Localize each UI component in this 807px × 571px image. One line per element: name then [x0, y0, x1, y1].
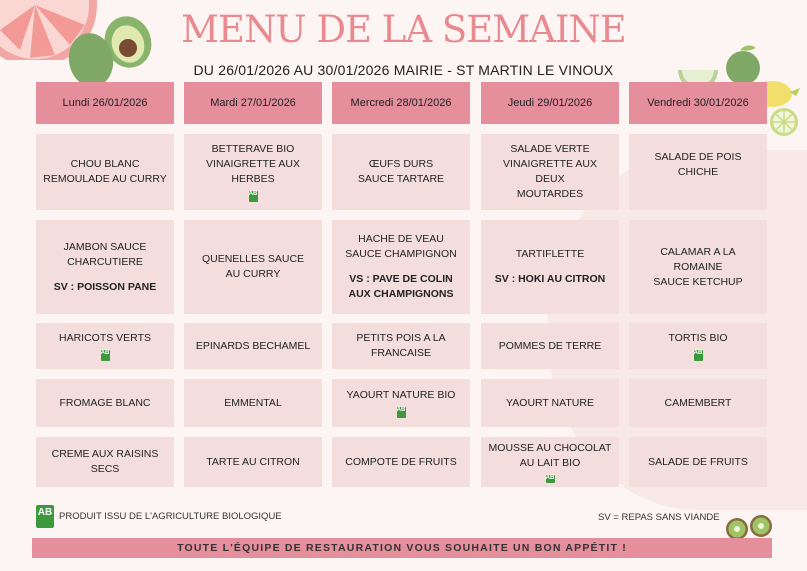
meal-line: CHARCUTIERE	[67, 255, 143, 268]
meal-line: YAOURT NATURE BIO	[346, 389, 456, 401]
meal-cell	[629, 437, 767, 487]
bio-label-icon: AB	[397, 407, 406, 418]
meal-line: SALADE VERTE	[510, 143, 590, 155]
bio-label-icon: AB	[249, 191, 258, 202]
meal-line: EMMENTAL	[224, 396, 282, 409]
meal-cell	[481, 437, 619, 487]
meal-sv-alternative: SV : POISSON PANE	[53, 280, 157, 293]
meal-line: REMOULADE AU CURRY	[43, 173, 167, 185]
meal-cell	[184, 220, 322, 314]
meal-cell	[629, 134, 767, 210]
meal-cell	[629, 220, 767, 314]
meal-cell	[36, 323, 174, 369]
meal-sv-alternative: SV : HOKI AU CITRON	[494, 273, 606, 285]
meal-line: VINAIGRETTE AUX DEUX	[503, 158, 597, 185]
meal-cell	[184, 134, 322, 210]
meal-cell	[184, 379, 322, 427]
meal-cell	[36, 437, 174, 487]
meal-cell	[629, 323, 767, 369]
meal-line: SAUCE TARTARE	[357, 173, 445, 185]
meal-line: YAOURT NATURE	[506, 396, 594, 409]
meal-line: SALADE DE POIS CHICHE	[654, 151, 742, 178]
meal-cell	[36, 220, 174, 314]
meal-cell	[332, 134, 470, 210]
meal-line: TORTIS BIO	[668, 332, 728, 344]
page-subtitle: DU 26/01/2026 AU 30/01/2026 MAIRIE - ST MARTIN LE VINOUX	[193, 62, 614, 78]
bio-label-icon: AB	[545, 475, 555, 481]
meal-line: FRANCAISE	[370, 347, 432, 359]
day-header: Mercredi 28/01/2026	[332, 82, 470, 124]
meal-cell	[184, 323, 322, 369]
meal-line: CAMEMBERT	[664, 396, 732, 409]
bio-logo-icon: AB	[36, 505, 54, 528]
legend-bio: PRODUIT ISSU DE L'AGRICULTURE BIOLOGIQUE	[59, 511, 282, 522]
meal-cell	[332, 323, 470, 369]
day-header: Mardi 27/01/2026	[184, 82, 322, 124]
meal-line: JAMBON SAUCE	[63, 240, 147, 253]
meal-line: AU CURRY	[225, 268, 281, 280]
meal-cell	[481, 323, 619, 369]
day-header: Jeudi 29/01/2026	[481, 82, 619, 124]
meal-cell	[481, 379, 619, 427]
meal-line: FROMAGE BLANC	[59, 396, 151, 409]
meal-line: SALADE DE FRUITS	[648, 455, 748, 468]
meal-line: HARICOTS VERTS	[59, 332, 151, 344]
meal-sv-alternative: VS : PAVE DE COLIN AUX CHAMPIGNONS	[348, 273, 454, 300]
legend-sv: SV = REPAS SANS VIANDE	[598, 512, 720, 523]
meal-line: PETITS POIS A LA	[356, 332, 446, 344]
meal-line: SAUCE CHAMPIGNON	[345, 248, 457, 260]
meal-line: CHOU BLANC	[70, 158, 140, 170]
meal-cell	[36, 379, 174, 427]
meal-line: TARTIFLETTE	[515, 248, 585, 260]
meal-line: POMMES DE TERRE	[498, 339, 602, 352]
meal-line: ŒUFS DURS	[368, 158, 434, 170]
meal-cell	[481, 134, 619, 210]
meal-line: CALAMAR A LA ROMAINE	[660, 245, 736, 273]
bio-label-icon: AB	[101, 350, 110, 361]
page-title: MENU DE LA SEMAINE	[181, 8, 626, 51]
meal-cell	[629, 379, 767, 427]
meal-cell	[481, 220, 619, 314]
meal-line: EPINARDS BECHAMEL	[195, 339, 311, 352]
meal-line: COMPOTE DE FRUITS	[345, 455, 457, 468]
meal-line: MOUSSE AU CHOCOLAT	[488, 442, 612, 454]
meal-cell	[36, 134, 174, 210]
meal-line: VINAIGRETTE AUX HERBES	[206, 158, 300, 185]
day-header: Vendredi 30/01/2026	[629, 82, 767, 124]
meal-cell	[332, 437, 470, 487]
day-header: Lundi 26/01/2026	[36, 82, 174, 124]
bottom-banner: TOUTE L'ÉQUIPE DE RESTAURATION VOUS SOUHAITE UN BON APPÉTIT !	[32, 538, 772, 558]
meal-line: HACHE DE VEAU	[358, 233, 444, 245]
meal-cell	[332, 379, 470, 427]
meal-line: BETTERAVE BIO	[211, 143, 295, 155]
meal-line: MOUTARDES	[516, 188, 584, 200]
bio-label-icon: AB	[694, 350, 703, 361]
meal-line: SAUCE KETCHUP	[653, 275, 743, 288]
meal-cell	[332, 220, 470, 314]
meal-line: AU LAIT BIO	[519, 457, 581, 469]
meal-line: TARTE AU CITRON	[206, 455, 300, 468]
meal-line: CREME AUX RAISINS SECS	[51, 448, 159, 475]
meal-line: QUENELLES SAUCE	[201, 253, 305, 265]
meal-cell	[184, 437, 322, 487]
